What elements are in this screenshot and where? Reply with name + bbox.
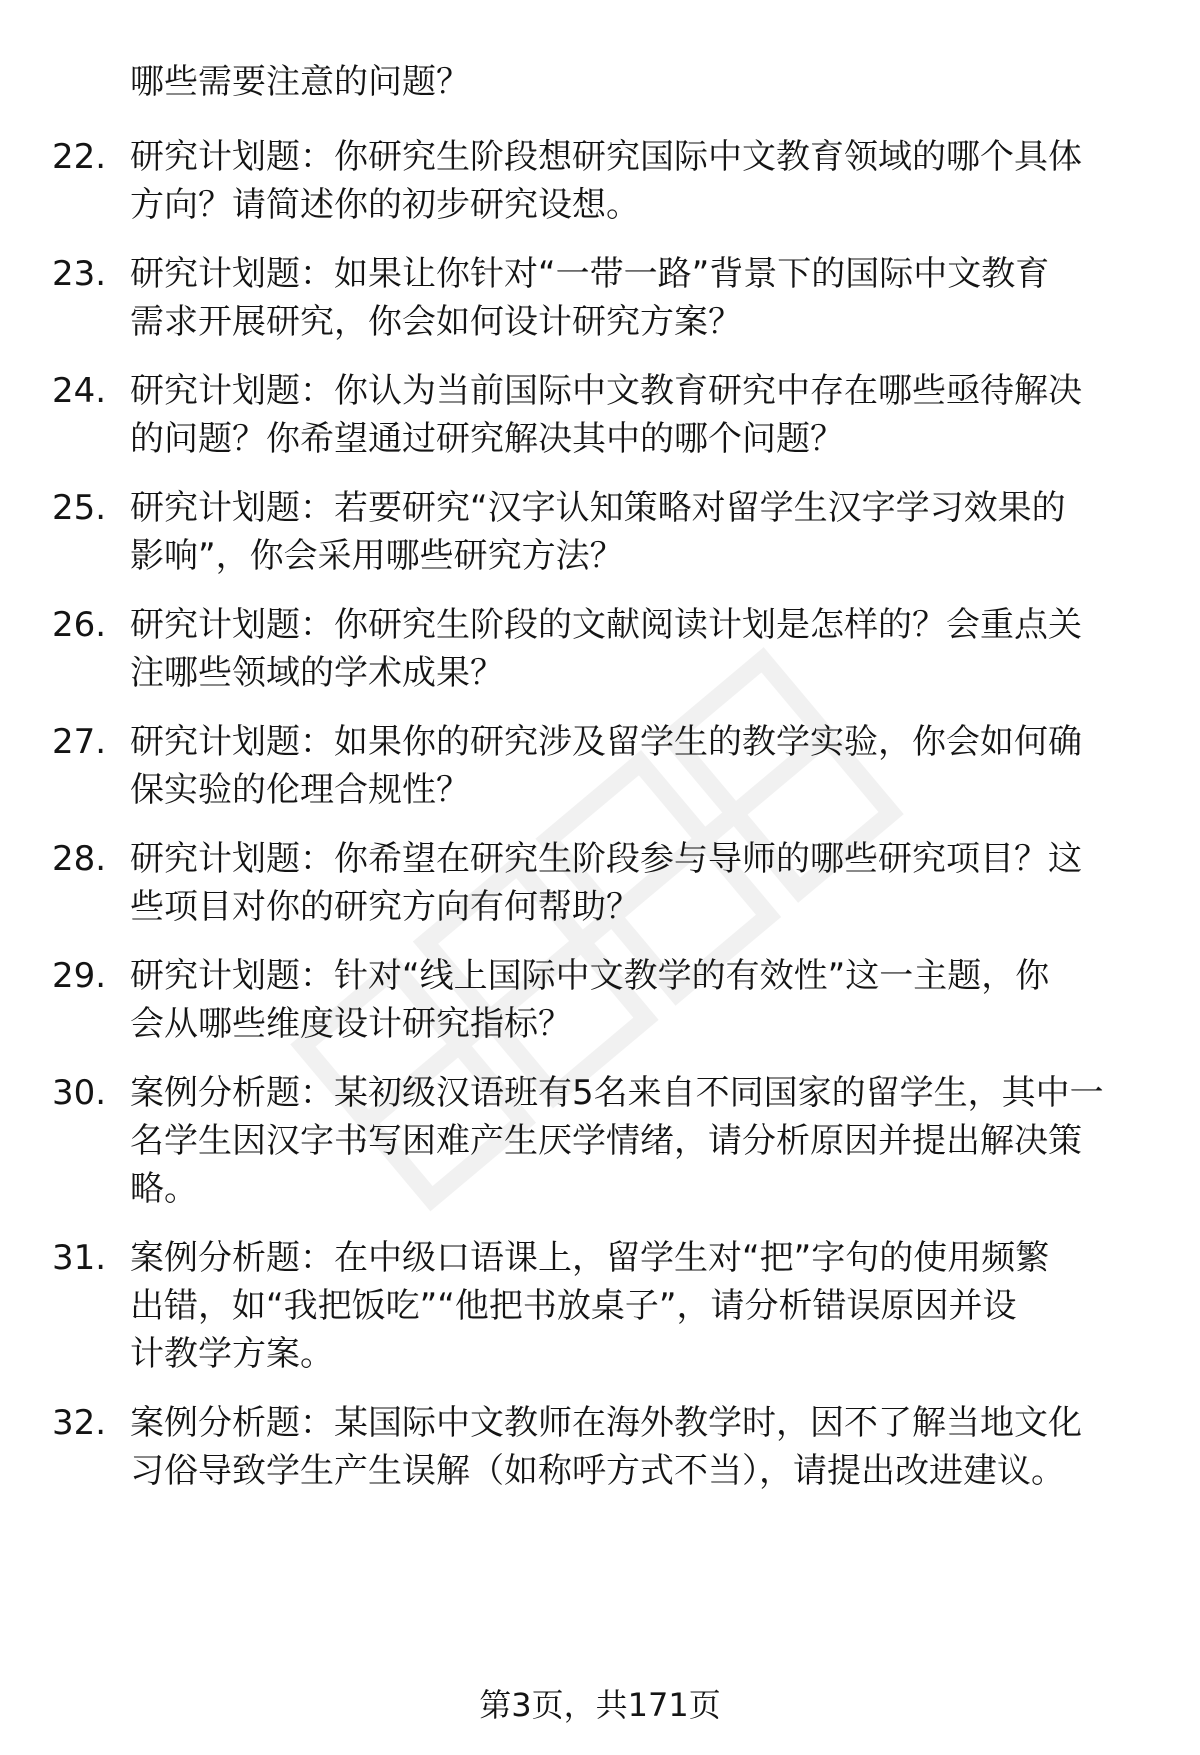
question-text xyxy=(130,250,1170,346)
question-line: 研究计划题：你研究生阶段的文献阅读计划是怎样的？会重点关 xyxy=(130,605,1082,645)
question-number: 23. xyxy=(52,254,107,294)
question-line: 案例分析题：在中级口语课上，留学生对“把”字句的使用频繁 xyxy=(130,1238,1050,1278)
question-line: 些项目对你的研究方向有何帮助？ xyxy=(130,887,640,927)
question-text xyxy=(130,601,1170,697)
question-line: 研究计划题：你希望在研究生阶段参与导师的哪些研究项目？这 xyxy=(130,839,1082,879)
question-number: 22. xyxy=(52,137,107,177)
continued-question-text: 哪些需要注意的问题？ xyxy=(130,62,470,102)
page-footer: 第3页，共171页 xyxy=(479,1686,721,1724)
question-line: 研究计划题：如果你的研究涉及留学生的教学实验，你会如何确 xyxy=(130,722,1082,762)
question-number: 26. xyxy=(52,605,107,645)
question-line: 出错，如“我把饭吃”“他把书放桌子”，请分析错误原因并设 xyxy=(130,1286,1017,1326)
question-line: 案例分析题：某国际中文教师在海外教学时，因不了解当地文化 xyxy=(130,1403,1082,1443)
question-number: 25. xyxy=(52,488,107,528)
question-line: 研究计划题：针对“线上国际中文教学的有效性”这一主题，你 xyxy=(130,956,1050,996)
question-line: 案例分析题：某初级汉语班有5名来自不同国家的留学生，其中一 xyxy=(130,1073,1104,1113)
question-text xyxy=(130,1234,1170,1378)
question-text xyxy=(130,133,1170,229)
question-line: 略。 xyxy=(130,1169,198,1209)
question-number: 31. xyxy=(52,1238,107,1278)
question-line: 计教学方案。 xyxy=(130,1334,334,1374)
question-line: 的问题？你希望通过研究解决其中的哪个问题？ xyxy=(130,419,844,459)
question-line: 会从哪些维度设计研究指标？ xyxy=(130,1004,572,1044)
question-line: 方向？请简述你的初步研究设想。 xyxy=(130,185,640,225)
question-line: 研究计划题：你认为当前国际中文教育研究中存在哪些亟待解决 xyxy=(130,371,1082,411)
question-line: 注哪些领域的学术成果？ xyxy=(130,653,504,693)
question-line: 习俗导致学生产生误解（如称呼方式不当），请提出改进建议。 xyxy=(130,1451,1065,1491)
question-number: 24. xyxy=(52,371,107,411)
question-line: 保实验的伦理合规性？ xyxy=(130,770,470,810)
question-number: 32. xyxy=(52,1403,107,1443)
question-line: 研究计划题：若要研究“汉字认知策略对留学生汉字学习效果的 xyxy=(130,488,1066,528)
question-line: 需求开展研究，你会如何设计研究方案？ xyxy=(130,302,742,342)
question-text xyxy=(130,367,1170,463)
question-number: 27. xyxy=(52,722,107,762)
question-line: 影响”，你会采用哪些研究方法？ xyxy=(130,536,624,576)
question-line: 名学生因汉字书写困难产生厌学情绪，请分析原因并提出解决策 xyxy=(130,1121,1082,1161)
question-text xyxy=(130,1399,1170,1495)
question-text xyxy=(130,835,1170,931)
question-number: 28. xyxy=(52,839,107,879)
question-line: 研究计划题：你研究生阶段想研究国际中文教育领域的哪个具体 xyxy=(130,137,1082,177)
question-number: 30. xyxy=(52,1073,107,1113)
question-number: 29. xyxy=(52,956,107,996)
question-text xyxy=(130,718,1170,814)
question-text xyxy=(130,484,1170,580)
question-text xyxy=(130,952,1170,1048)
question-text xyxy=(130,1069,1170,1213)
question-line: 研究计划题：如果让你针对“一带一路”背景下的国际中文教育 xyxy=(130,254,1050,294)
